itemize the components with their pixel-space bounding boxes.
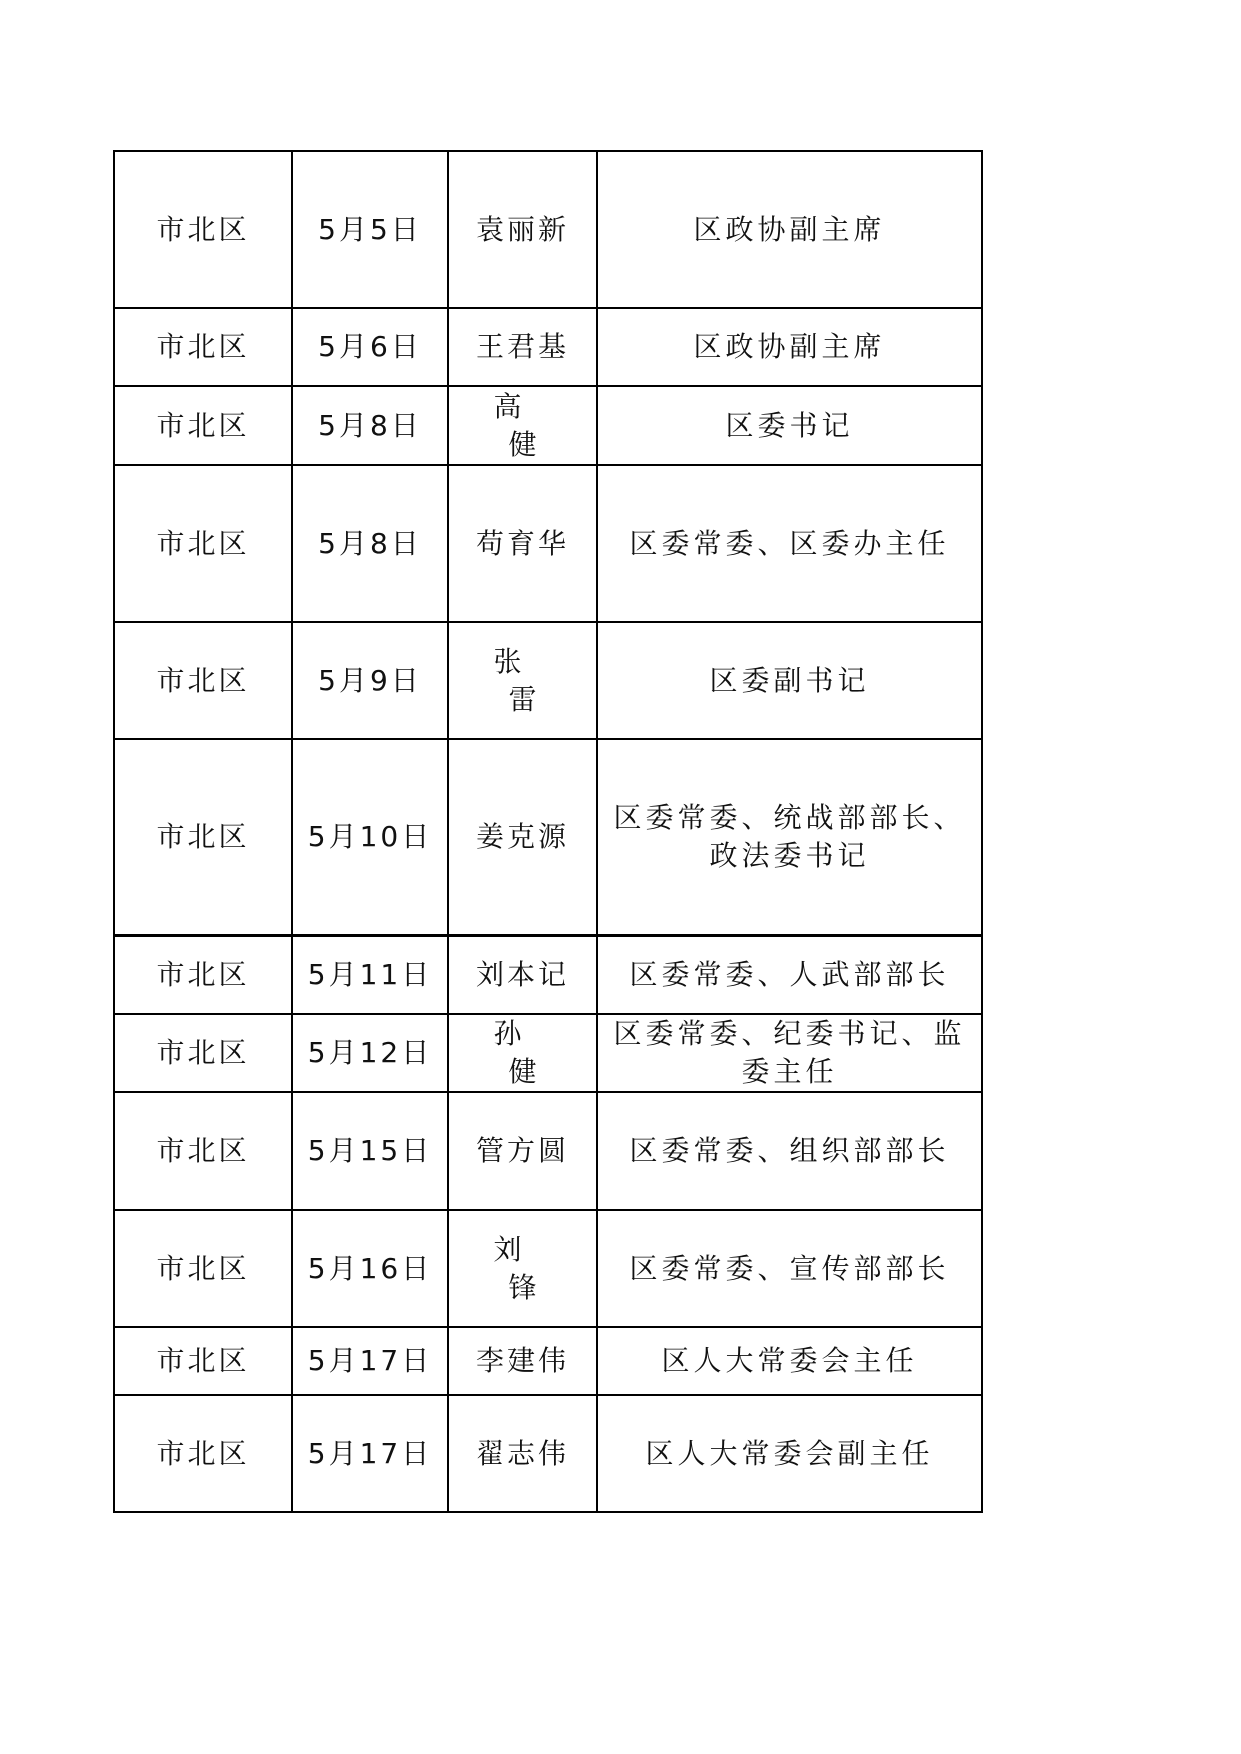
title-cell: 区委常委、统战部部长、政法委书记 — [597, 739, 982, 935]
title-cell: 区人大常委会主任 — [597, 1327, 982, 1395]
date-cell: 5月8日 — [292, 386, 448, 465]
name-cell: 刘本记 — [448, 935, 597, 1014]
date-cell: 5月6日 — [292, 308, 448, 386]
title-cell: 区委书记 — [597, 386, 982, 465]
name-text: 刘 锋 — [493, 1232, 567, 1304]
date-cell: 5月8日 — [292, 465, 448, 622]
table-row — [114, 1014, 982, 1092]
date-cell: 5月15日 — [292, 1092, 448, 1210]
district-cell: 市北区 — [114, 1210, 292, 1327]
name-cell: 管方圆 — [448, 1092, 597, 1210]
name-cell: 王君基 — [448, 308, 597, 386]
district-cell: 市北区 — [114, 1092, 292, 1210]
district-cell: 市北区 — [114, 739, 292, 935]
name-cell: 李建伟 — [448, 1327, 597, 1395]
district-cell: 市北区 — [114, 1327, 292, 1395]
table-row — [114, 622, 982, 739]
title-cell: 区委副书记 — [597, 622, 982, 739]
title-cell: 区委常委、人武部部长 — [597, 935, 982, 1014]
name-text: 高 健 — [493, 389, 567, 461]
table-row — [114, 1210, 982, 1327]
table-row — [114, 151, 982, 308]
date-cell: 5月10日 — [292, 739, 448, 935]
table-row — [114, 308, 982, 386]
table-row — [114, 935, 982, 1014]
date-cell: 5月12日 — [292, 1014, 448, 1092]
name-cell: 翟志伟 — [448, 1395, 597, 1512]
date-cell: 5月17日 — [292, 1395, 448, 1512]
title-cell: 区政协副主席 — [597, 308, 982, 386]
table-row — [114, 1395, 982, 1512]
table-row — [114, 1092, 982, 1210]
name-cell — [448, 622, 597, 739]
name-text: 张 雷 — [493, 644, 567, 716]
district-cell: 市北区 — [114, 151, 292, 308]
date-cell: 5月16日 — [292, 1210, 448, 1327]
district-cell: 市北区 — [114, 935, 292, 1014]
date-cell: 5月9日 — [292, 622, 448, 739]
title-cell: 区委常委、宣传部部长 — [597, 1210, 982, 1327]
name-cell — [448, 1210, 597, 1327]
name-cell — [448, 386, 597, 465]
title-cell: 区委常委、组织部部长 — [597, 1092, 982, 1210]
district-cell: 市北区 — [114, 308, 292, 386]
name-cell — [448, 1014, 597, 1092]
date-cell: 5月5日 — [292, 151, 448, 308]
table-row — [114, 1327, 982, 1395]
name-cell: 袁丽新 — [448, 151, 597, 308]
title-cell: 区政协副主席 — [597, 151, 982, 308]
name-text: 孙 健 — [493, 1017, 567, 1088]
district-cell: 市北区 — [114, 622, 292, 739]
table-row — [114, 465, 982, 622]
name-cell: 苟育华 — [448, 465, 597, 622]
title-cell: 区人大常委会副主任 — [597, 1395, 982, 1512]
district-cell: 市北区 — [114, 386, 292, 465]
name-cell: 姜克源 — [448, 739, 597, 935]
date-cell: 5月17日 — [292, 1327, 448, 1395]
table-row — [114, 739, 982, 935]
schedule-table — [113, 150, 983, 1513]
district-cell: 市北区 — [114, 1014, 292, 1092]
date-cell: 5月11日 — [292, 935, 448, 1014]
district-cell: 市北区 — [114, 465, 292, 622]
title-cell: 区委常委、纪委书记、监委主任 — [597, 1014, 982, 1092]
district-cell: 市北区 — [114, 1395, 292, 1512]
table-row — [114, 386, 982, 465]
title-cell: 区委常委、区委办主任 — [597, 465, 982, 622]
